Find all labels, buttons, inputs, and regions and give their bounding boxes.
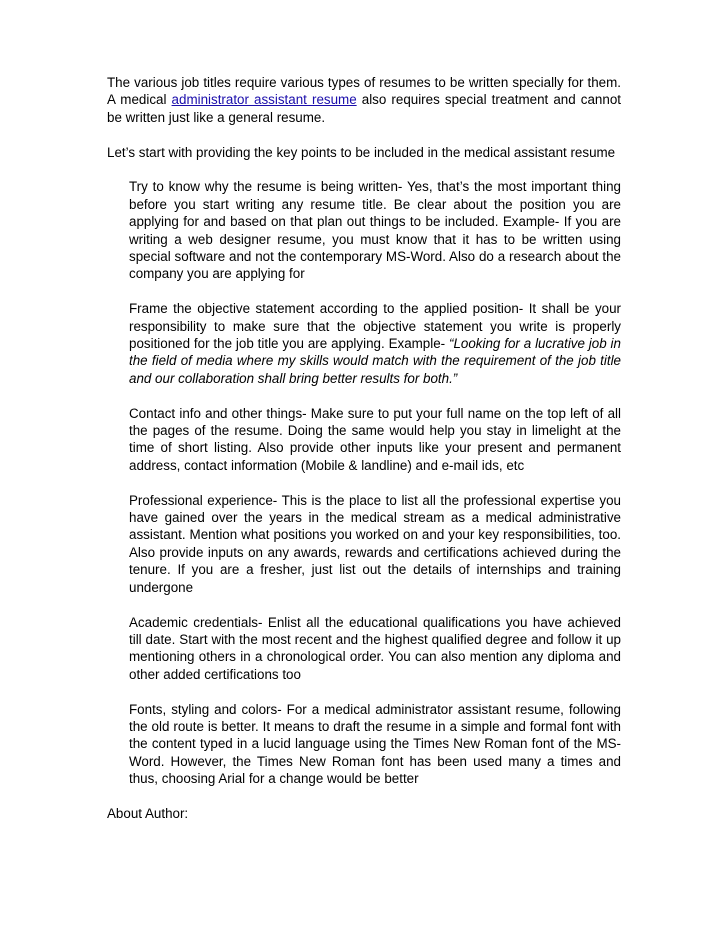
key-point-contact-info bbox=[129, 405, 621, 475]
key-point-text: Frame the objective statement according to the applied position- It shall be your responsibility to make sure that the objective statement you write is properly positioned for the job title you are applying. Example- bbox=[129, 301, 621, 352]
key-point-text: Try to know why the resume is being written- Yes, that’s the most important thing before you start writing any resume title. Be clear about the position you are applying for and based on that plan out things to be included. Example- If you are writing a web designer resume, you must know that it has to be written using special software and not the contemporary MS-Word. Also do a research about the company you are applying for bbox=[129, 179, 621, 282]
objective-example-quote: “Looking for a lucrative job in the field of media where my skills would match with the requirement of the job title and our collaboration shall bring better results for both.” bbox=[129, 336, 621, 386]
key-points-list bbox=[107, 178, 621, 787]
key-point-text: Contact info and other things- Make sure to put your full name on the top left of all the pages of the resume. Doing the same would help you stay in limelight at the time of short listing. Also provide other inputs like your present and permanent address, contact information (Mobile & landline) and e-mail ids, etc bbox=[129, 405, 621, 473]
administrator-assistant-resume-link[interactable]: administrator assistant resume bbox=[171, 92, 357, 108]
lead-paragraph: Let’s start with providing the key points to be included in the medical assistant resume bbox=[107, 144, 616, 160]
key-point-text: Fonts, styling and colors- For a medical administrator assistant resume, following the old route is better. It means to draft the resume in a simple and formal font with the content typed in a lucid language using the Times New Roman font of the MS-Word. However, the Times New Roman font has been used many a times and thus, choosing Arial for a change would be better bbox=[129, 701, 621, 787]
intro-text-after-link: also requires special treatment and cannot be written just like a general resume. bbox=[107, 92, 621, 125]
intro-paragraph bbox=[107, 74, 621, 126]
key-point-fonts-styling bbox=[129, 701, 621, 788]
document-page bbox=[107, 74, 621, 822]
key-point-text: Professional experience- This is the place to list all the professional expertise you have gained over the years in the medical stream as a medical administrative assistant. Mention what positions you worked on and your key responsibilities, too. Also provide inputs on any awards, rewards and certifications achieved during the tenure. If you are a fresher, just list out the details of internships and training undergone bbox=[129, 492, 621, 595]
key-point-professional-experience bbox=[129, 492, 621, 596]
intro-text-before-link: The various job titles require various types of resumes to be written specially for them. A medical bbox=[107, 75, 621, 108]
key-point-objective bbox=[129, 300, 621, 387]
key-point-academic-credentials bbox=[129, 614, 621, 684]
key-point-purpose bbox=[129, 178, 621, 282]
about-author-heading: About Author: bbox=[107, 805, 189, 821]
key-point-text: Academic credentials- Enlist all the educational qualifications you have achieved till date. Start with the most recent and the highest qualified degree and follow it up mentioning others in a chronological order. You can also mention any diploma and other added certifications too bbox=[129, 614, 621, 682]
